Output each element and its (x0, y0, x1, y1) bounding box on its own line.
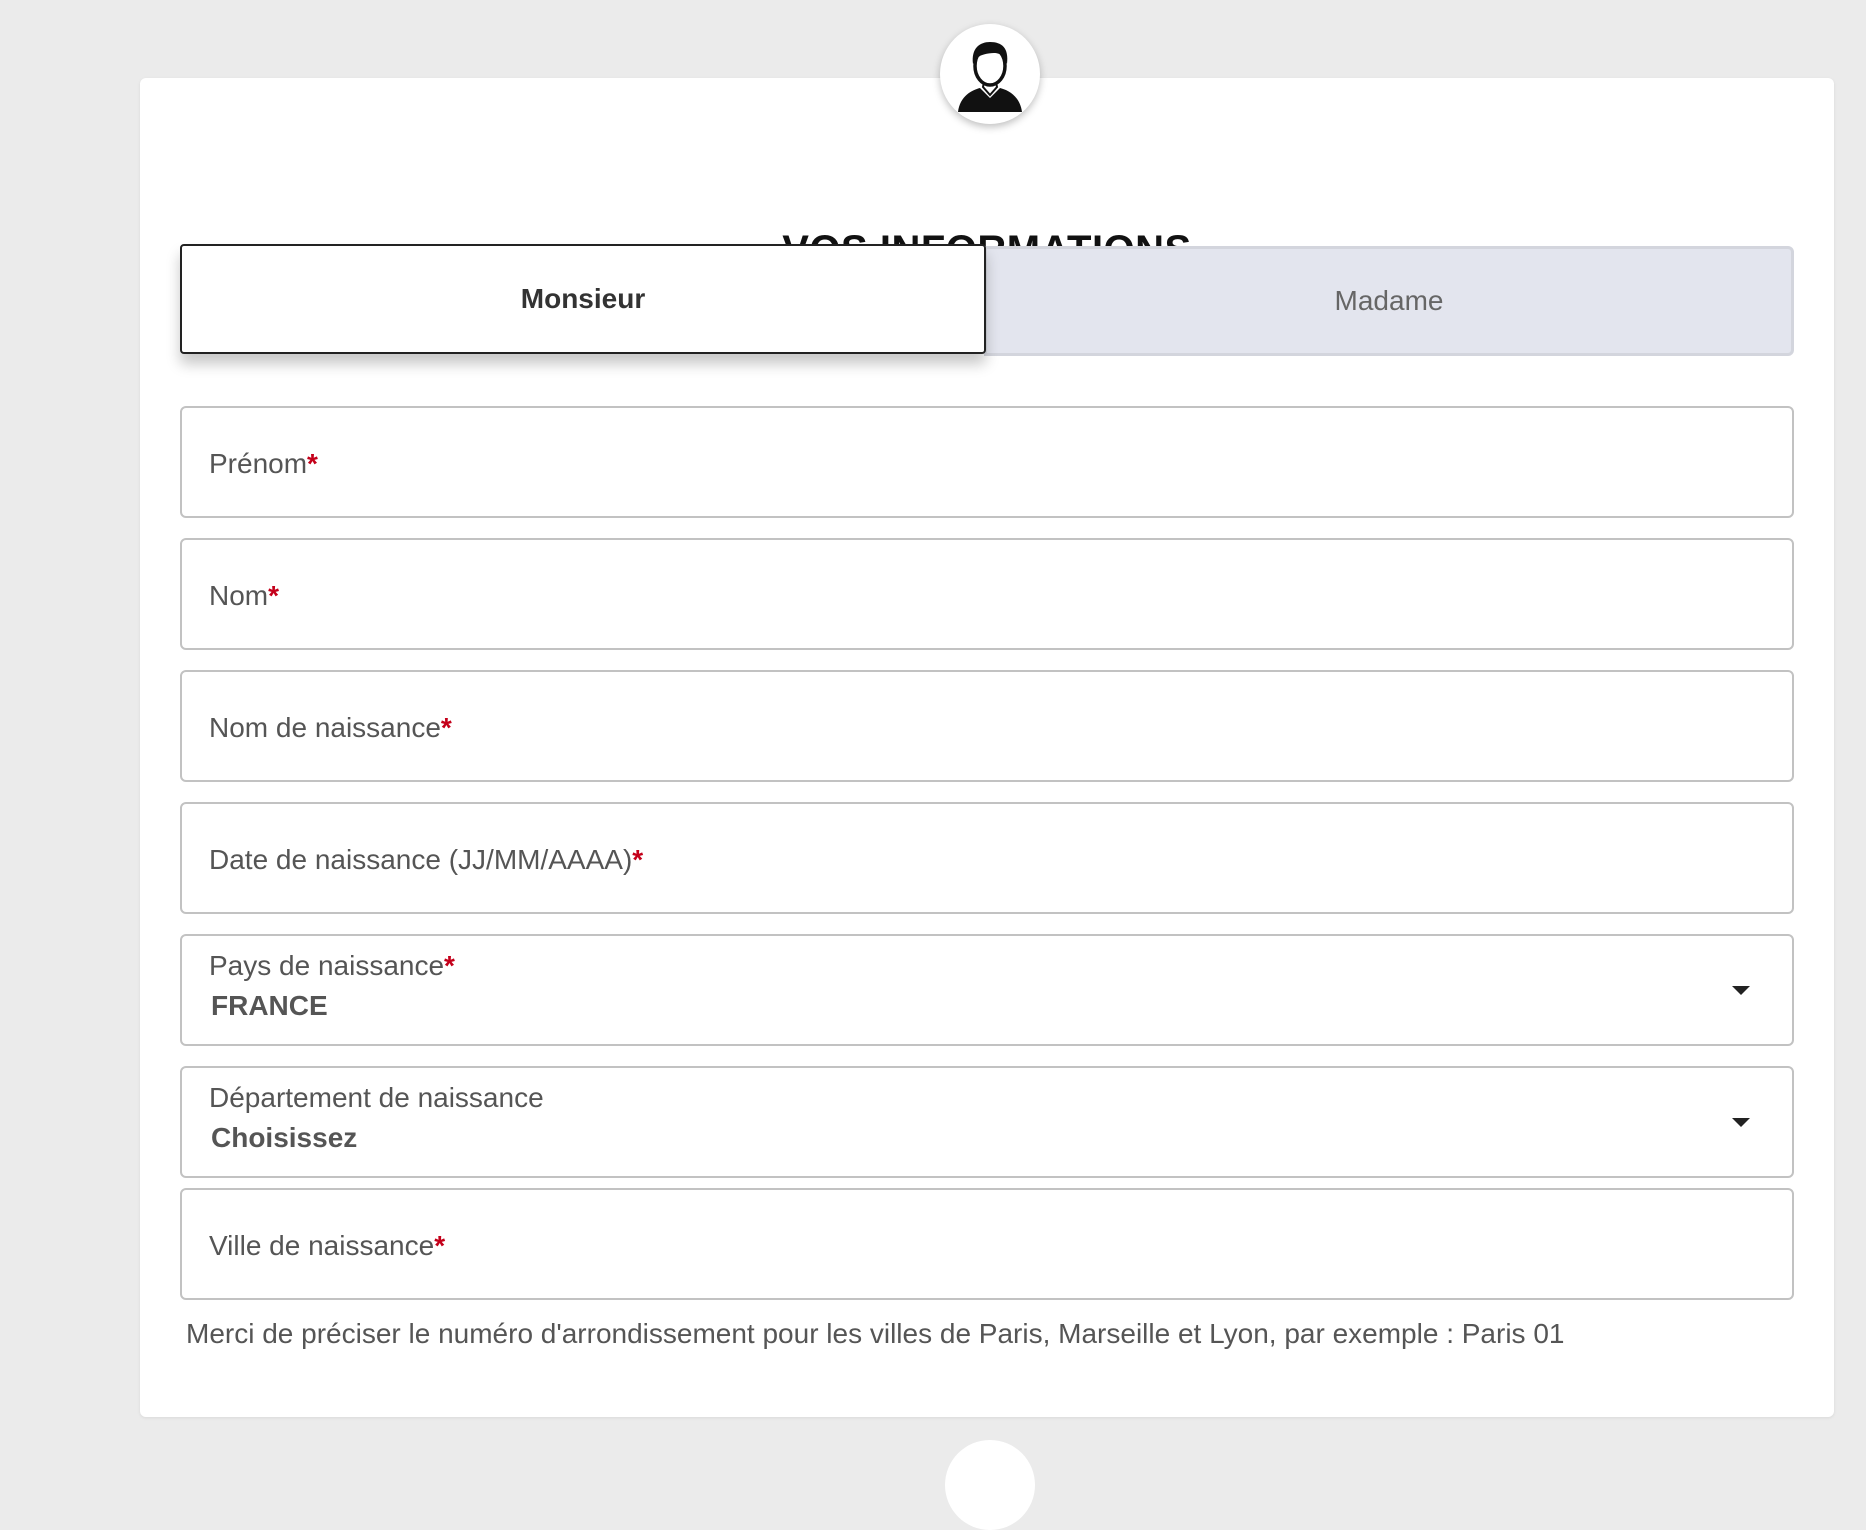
departement-de-naissance-select[interactable] (180, 1066, 1794, 1178)
gender-option-label: Monsieur (520, 283, 646, 314)
required-marker: * (440, 712, 452, 743)
caret-down-icon (1732, 986, 1750, 995)
gender-option-monsieur[interactable] (180, 244, 986, 354)
gender-toggle (180, 244, 1794, 354)
required-marker: * (307, 448, 318, 479)
field-label: Nom de naissance* (209, 712, 452, 743)
help-text: Merci de préciser le numéro d'arrondissement pour les villes de Paris, Marseille et Lyon, par exemple : Paris 01 (186, 1318, 1565, 1349)
select-value: Choisissez (211, 1122, 358, 1153)
field-label: Pays de naissance* (209, 950, 455, 981)
date-de-naissance-field[interactable] (180, 802, 1794, 914)
prenom-field[interactable] (180, 406, 1794, 518)
required-marker: * (434, 1230, 446, 1261)
next-section-circle (945, 1440, 1035, 1530)
ville-de-naissance-field[interactable] (180, 1188, 1794, 1300)
nom-de-naissance-field[interactable] (180, 670, 1794, 782)
field-label: Ville de naissance* (209, 1230, 446, 1261)
required-marker: * (444, 950, 455, 981)
required-marker: * (268, 580, 280, 611)
caret-down-icon (1732, 1118, 1750, 1127)
info-card (140, 78, 1834, 1417)
field-label: Nom* (209, 580, 280, 611)
field-label: Département de naissance (209, 1082, 544, 1113)
user-avatar-icon (940, 24, 1040, 124)
gender-option-madame[interactable] (984, 246, 1794, 356)
pays-de-naissance-select[interactable] (180, 934, 1794, 1046)
required-marker: * (632, 844, 644, 875)
gender-option-label: Madame (1334, 285, 1444, 316)
field-label: Prénom* (209, 448, 318, 479)
nom-field[interactable] (180, 538, 1794, 650)
field-label: Date de naissance (JJ/MM/AAAA)* (209, 844, 644, 875)
user-avatar-icon-graphic (950, 34, 1030, 114)
select-value: FRANCE (211, 990, 328, 1021)
